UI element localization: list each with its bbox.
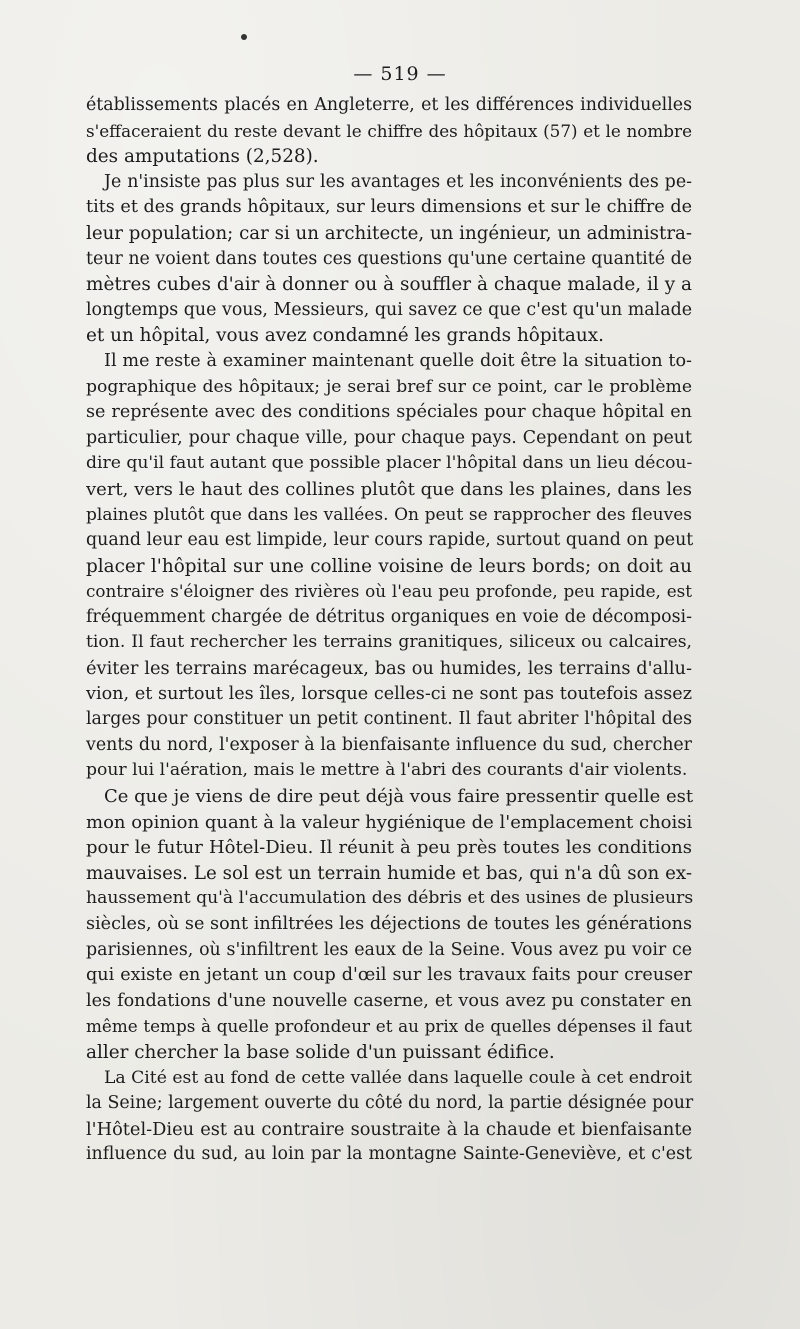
text-line: placer l'hôpital sur une colline voisine de leurs bords; on doit au [86,555,692,577]
text-line: plaines plutôt que dans les vallées. On peut se rapprocher des fleuves [86,504,692,525]
text-line: contraire s'éloigner des rivières où l'eau peu profonde, peu rapide, est [86,581,692,602]
text-line: vert, vers le haut des collines plutôt que dans les plaines, dans les [86,478,692,500]
text-line: Il me reste à examiner maintenant quelle doit être la situation to- [104,350,692,371]
text-line: établissements placés en Angleterre, et les différences individuelles [86,95,692,115]
text-line: quand leur eau est limpide, leur cours rapide, surtout quand on peut [86,530,694,551]
text-line: éviter les terrains marécageux, bas ou humides, les terrains d'allu- [86,658,692,680]
text-line: leur population; car si un architecte, un ingénieur, un administra- [86,222,692,244]
text-line: tits et des grands hôpitaux, sur leurs dimensions et sur le chiffre de [86,197,692,218]
text-line: dire qu'il faut autant que possible placer l'hôpital dans un lieu décou- [86,453,693,474]
text-line: et un hôpital, vous avez condamné les grands hôpitaux. [86,325,604,347]
text-line: parisiennes, où s'infiltrent les eaux de la Seine. Vous avez pu voir ce [86,939,692,960]
text-line: aller chercher la base solide d'un puissant édifice. [86,1041,555,1063]
text-line: larges pour constituer un petit continent. Il faut abriter l'hôpital des [86,709,692,730]
text-line: s'effaceraient du reste devant le chiffre des hôpitaux (57) et le nombre [86,120,692,141]
text-line: tion. Il faut rechercher les terrains granitiques, siliceux ou calcaires, [86,632,692,653]
text-line: l'Hôtel-Dieu est au contraire soustraite à la chaude et bienfaisante [86,1118,692,1140]
text-line: Je n'insiste pas plus sur les avantages et les inconvénients des pe- [104,171,692,192]
body-text [86,93,692,1168]
page-number: — 519 — [353,63,447,85]
text-line: Ce que je viens de dire peut déjà vous faire pressentir quelle est [104,786,694,808]
text-line: vion, et surtout les îles, lorsque celles-ci ne sont pas toutefois assez [86,683,692,704]
text-line: pour lui l'aération, mais le mettre à l'abri des courants d'air violents. [86,760,688,781]
text-line: influence du sud, au loin par la montagne Sainte-Geneviève, et c'est [86,1144,692,1165]
text-line: pour le futur Hôtel-Dieu. Il réunit à peu près toutes les conditions [86,837,692,859]
text-line: mauvaises. Le sol est un terrain humide et bas, qui n'a dû son ex- [86,862,692,884]
text-line: se représente avec des conditions spéciales pour chaque hôpital en [86,402,692,423]
text-line: même temps à quelle profondeur et au prix de quelles dépenses il faut [86,1016,692,1037]
text-line: des amputations (2,528). [86,146,319,168]
text-line: longtemps que vous, Messieurs, qui savez ce que c'est qu'un malade [86,299,692,320]
text-line: siècles, où se sont infiltrées les déjections de toutes les générations [86,914,692,934]
text-line: qui existe en jetant un coup d'œil sur les travaux faits pour creuser [86,965,692,986]
text-line: haussement qu'à l'accumulation des débris et des usines de plusieurs [86,888,694,909]
text-line: mon opinion quant à la valeur hygiénique de l'emplacement choisi [86,811,693,833]
text-line: fréquemment chargée de détritus organiques en voie de décomposi- [86,606,692,627]
text-line: pographique des hôpitaux; je serai bref sur ce point, car le problème [86,376,692,397]
text-line: la Seine; largement ouverte du côté du nord, la partie désignée pour [86,1093,694,1114]
text-line: les fondations d'une nouvelle caserne, et vous avez pu constater en [86,990,692,1011]
text-line: teur ne voient dans toutes ces questions qu'une certaine quantité de [86,248,692,269]
text-line: La Cité est au fond de cette vallée dans laquelle coule à cet endroit [104,1067,692,1088]
text-line: mètres cubes d'air à donner ou à souffler à chaque malade, il y a [86,274,692,296]
text-line: vents du nord, l'exposer à la bienfaisante influence du sud, chercher [86,734,692,755]
ink-speck [241,34,247,40]
text-line: particulier, pour chaque ville, pour chaque pays. Cependant on peut [86,427,692,448]
